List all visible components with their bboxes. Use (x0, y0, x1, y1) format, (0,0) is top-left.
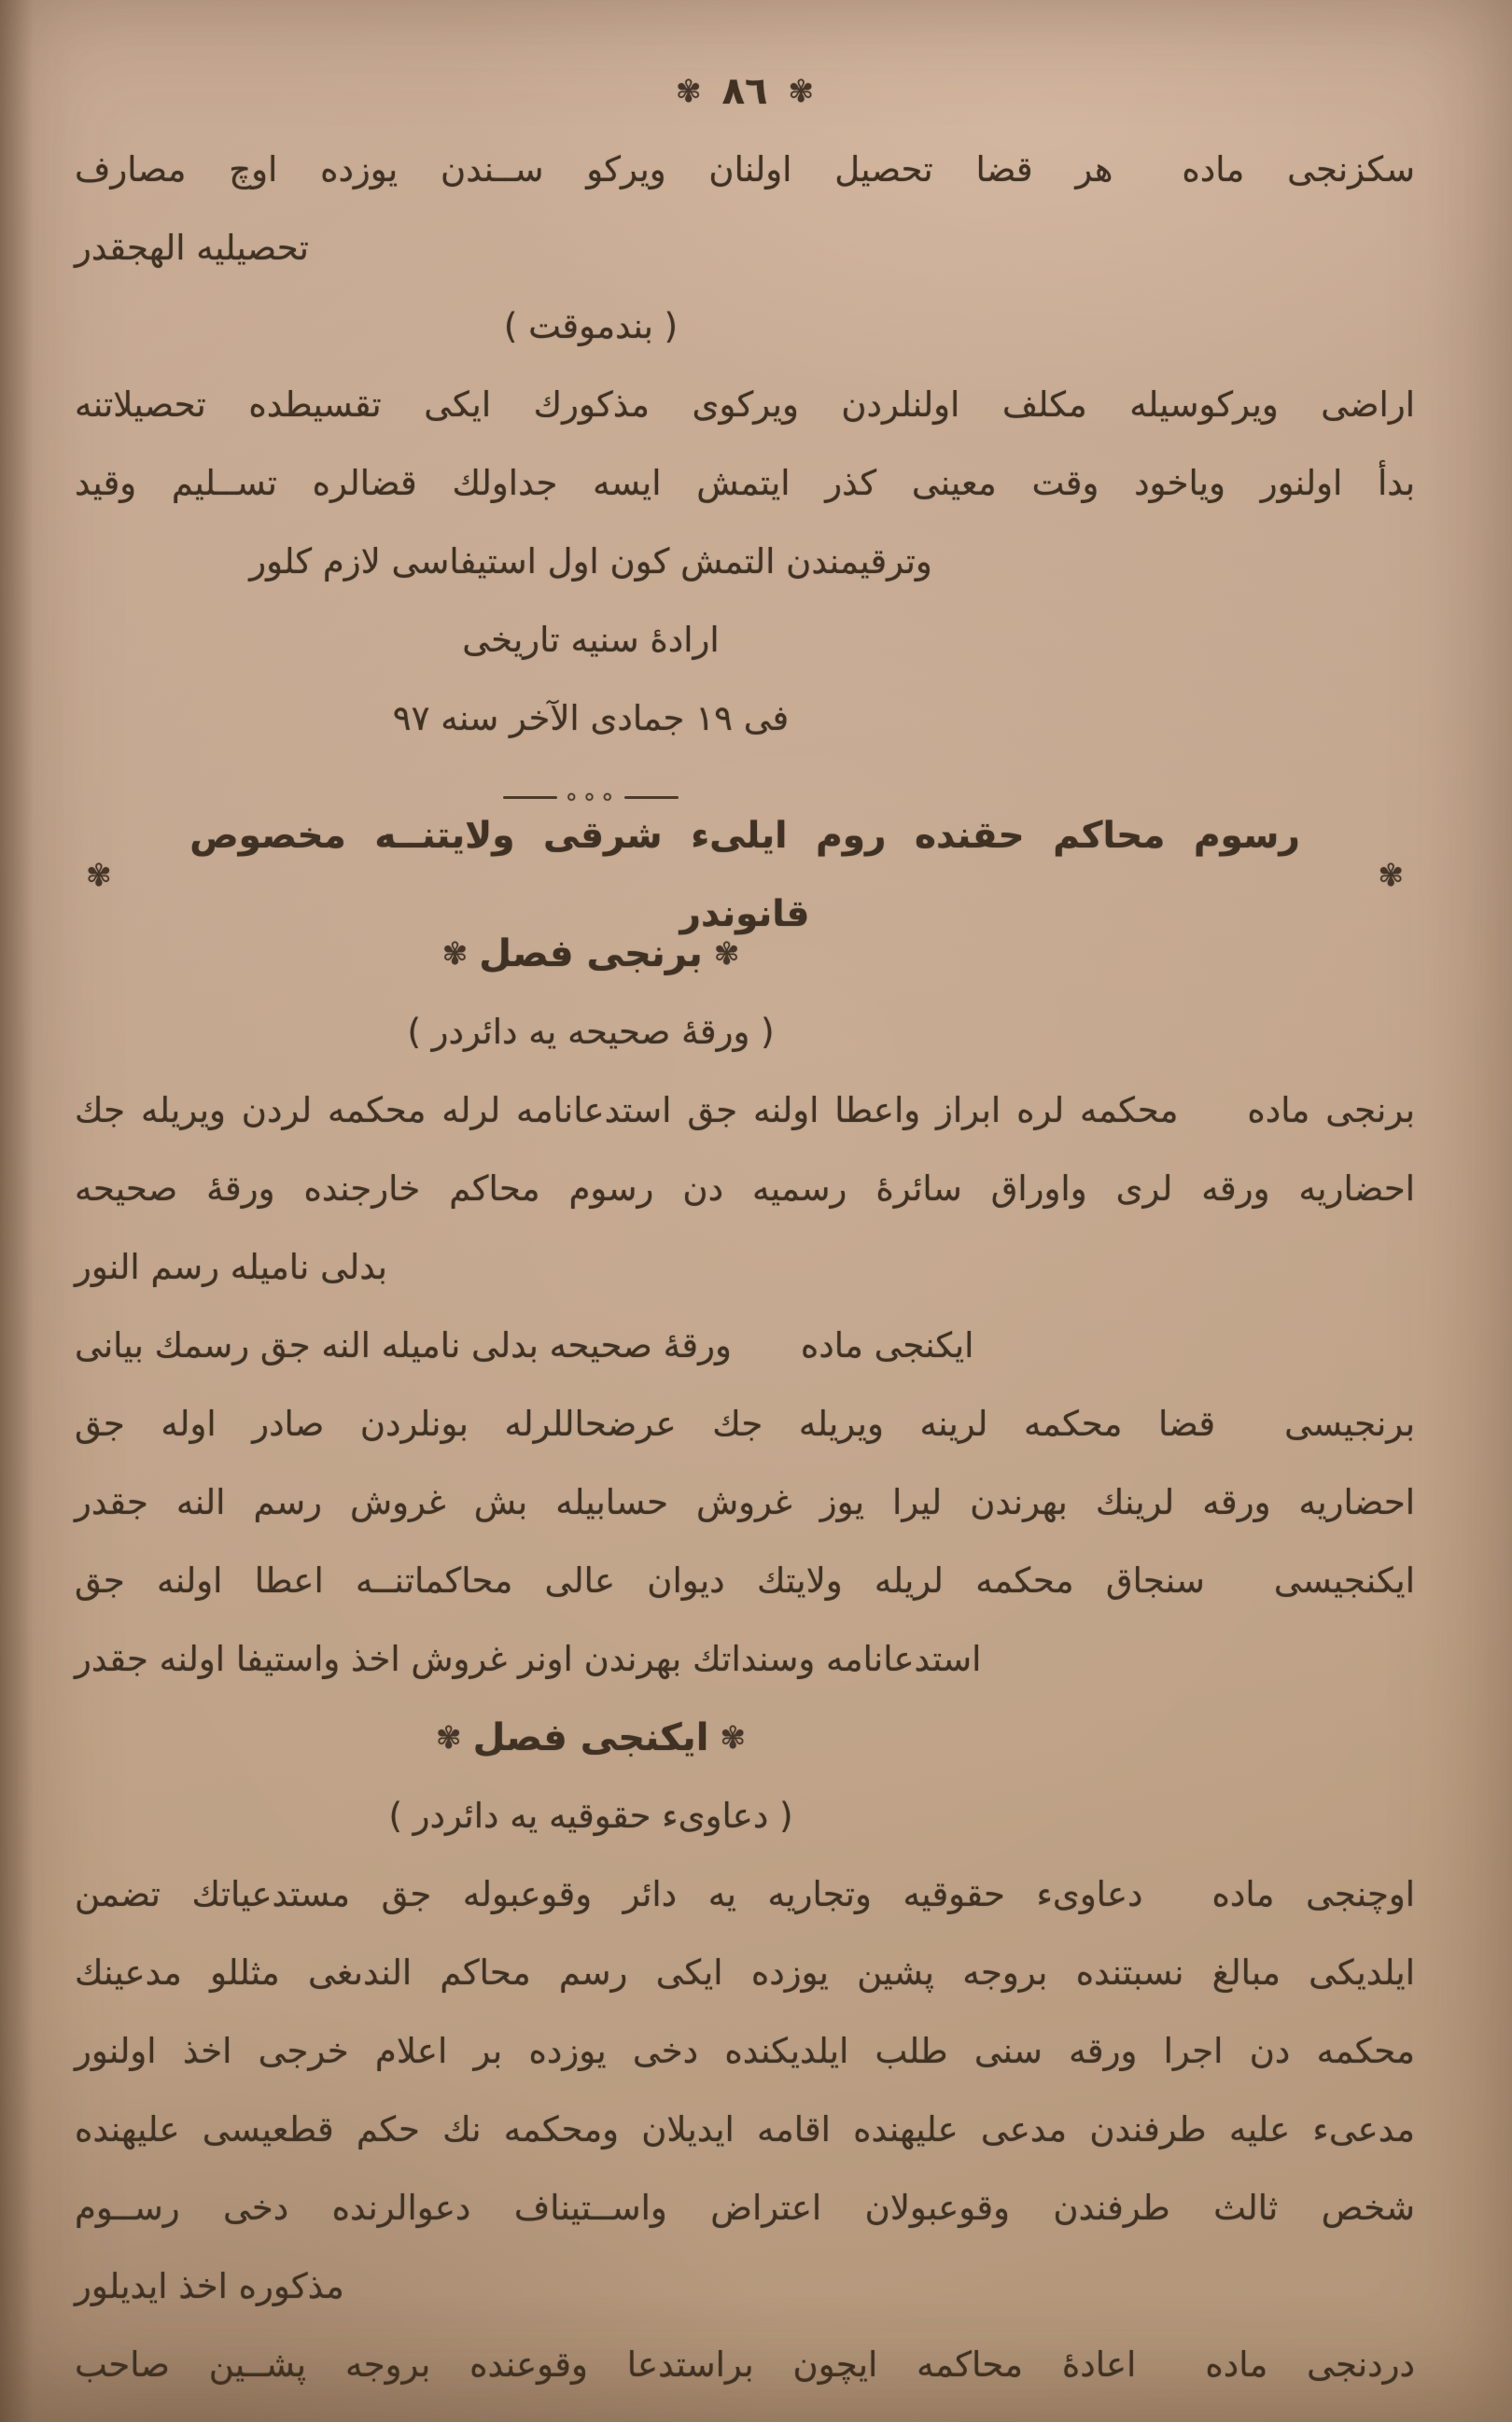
fleuron-icon: ✾ (435, 1719, 462, 1756)
chapter-two-heading (75, 1699, 1415, 1777)
fleuron-icon: ✾ (1378, 857, 1404, 893)
secondly-line-2: استدعانامه وسنداتك بهرندن اونر غروش اخذ واستيفا اولنه جقدر (75, 1639, 982, 1679)
fleuron-icon: ✾ (441, 935, 469, 972)
article-1-line-1: برنجى ماده محكمه لره ابراز واعطا اولنه جق استدعانامه لرله محكمه لردن ويريله جك (75, 1090, 1415, 1130)
decree-date-line: فى ١٩ جمادى الآخر سنه ٩٧ (392, 698, 790, 738)
article-3-line-6: مذكوره اخذ ايديلور (75, 2266, 344, 2306)
article-4-line-1: دردنجى ماده اعادهٔ محاكمه ايچون براستدعا وقوعنده بروجه پشــين صاحب (75, 2345, 1415, 2385)
clause-line-3: وترقيمندن التمش كون اول استيفاسى لازم كلور (249, 541, 932, 581)
chapter-two-label: ايكنجى فصل (472, 1716, 709, 1759)
secondly-line-1: ايكنجيسى سنجاق محكمه لريله ولايتك ديوان عالى محاكماتنــه اعطا اولنه جق (75, 1561, 1415, 1601)
fleuron-icon: ✾ (788, 73, 815, 109)
fleuron-icon: ✾ (86, 857, 112, 893)
article-3-line-1: اوچنجى ماده دعاوىء حقوقيه وتجاريه يه دائر وقوعبوله جق مستدعياتك تضمن (75, 1874, 1415, 1914)
article-1-line-2: احضاريه ورقه لرى واوراق سائرهٔ رسميه دن رسوم محاكم خارجنده ورقهٔ صحيحه (75, 1169, 1415, 1209)
article-8-line-2: تحصيليه الهجقدر (75, 228, 309, 268)
law-title-row (75, 815, 1415, 935)
text-block (75, 52, 1415, 2404)
page-number-row (75, 52, 1415, 131)
divider-dots: ∘∘∘ (564, 783, 618, 811)
law-title-text: رسوم محاكم حقنده روم ايلىء شرقى ولايتنــه مخصوص قانوندر (189, 815, 1300, 935)
chapter-one-label: برنجى فصل (479, 932, 703, 975)
temporary-clause-heading: ( بندموقت ) (503, 306, 679, 346)
article-2-line: ايكنجى ماده ورقهٔ صحيحه بدلى ناميله النه جق رسمك بيانى (75, 1325, 974, 1365)
article-3-line-3: محكمه دن اجرا ورقه سنى طلب ايلديكنده دخى يوزده بر اعلام خرجى اخذ اولنور (75, 2031, 1415, 2071)
page-number: ٨٦ (721, 70, 768, 113)
article-3-line-2: ايلديكى مبالغ نسبتنده بروجه پشين يوزده ايكى رسم محاكم الندىغى مثللو مدعينك (75, 1953, 1415, 1993)
fleuron-icon: ✾ (713, 935, 740, 972)
chapter-two-subject-note: ( دعاوىء حقوقيه يه دائردر ) (388, 1796, 793, 1836)
firstly-line-2: احضاريه ورقه لرينك بهرندن ليرا يوز غروش حسابيله بش غروش رسم النه جقدر (75, 1482, 1415, 1522)
clause-line-2: بدأ اولنور وياخود وقت معينى كذر ايتمش ايسه جداولك قضالره تســليم وقيد (75, 463, 1415, 503)
imperial-decree-date-label: ارادهٔ سنيه تاريخى (462, 620, 720, 660)
article-8-line-1: سكزنجى ماده هر قضا تحصيل اولنان ويركو ســندن يوزده اوچ مصارف (75, 149, 1415, 189)
article-3-line-5: شخص ثالث طرفندن وقوعبولان اعتراض واســتيناف دعوالرنده دخى رســوم (75, 2188, 1415, 2228)
chapter-one-subject-note: ( ورقهٔ صحيحه يه دائردر ) (407, 1012, 775, 1052)
firstly-line-1: برنجيسى قضا محكمه لرينه ويريله جك عرضحاللرله بونلردن صادر اوله جق (75, 1404, 1415, 1444)
fleuron-icon: ✾ (675, 73, 702, 109)
fleuron-icon: ✾ (720, 1719, 747, 1756)
clause-line-1: اراضى ويركوسيله مكلف اولنلردن ويركوى مذكورك ايكى تقسيطده تحصيلاتنه (75, 385, 1415, 425)
article-1-line-3: بدلى ناميله رسم النور (75, 1247, 387, 1287)
article-3-line-4: مدعىء عليه طرفندن مدعى عليهنده اقامه ايديلان ومحكمه نك حكم قطعيسى عليهنده (75, 2109, 1415, 2149)
